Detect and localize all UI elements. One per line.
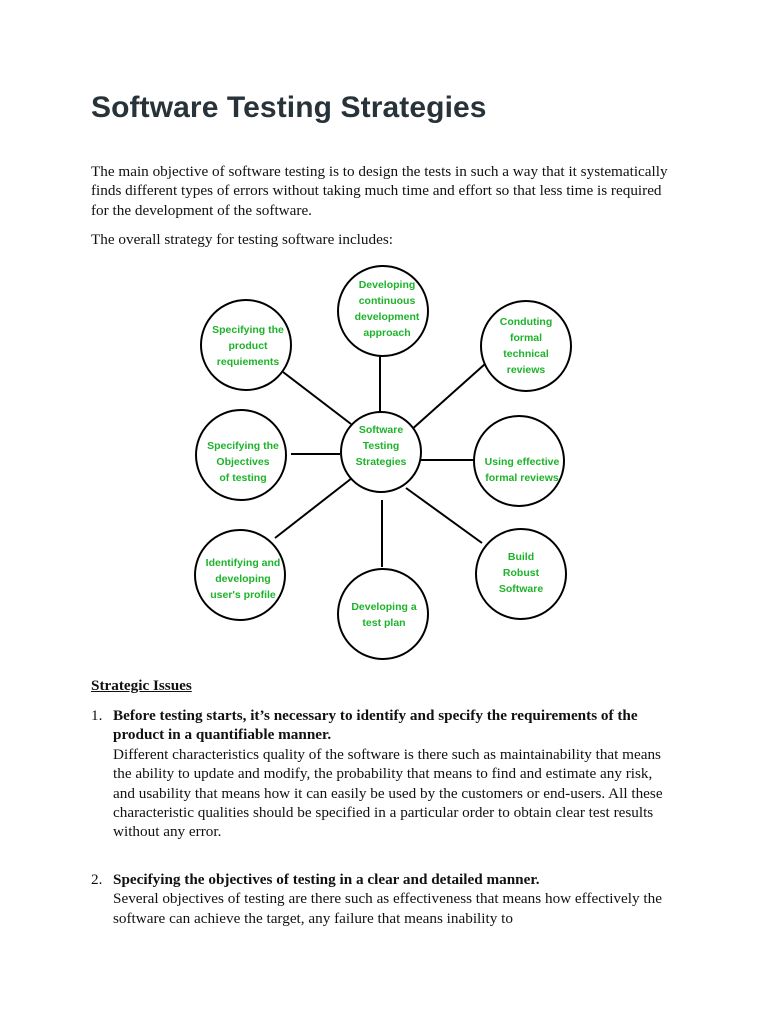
node-label-testing-objectives: Specifying the Objectives of testing — [207, 440, 279, 484]
spoke-bottom-right — [406, 488, 482, 543]
spoke-top-right — [410, 364, 485, 431]
node-label-user-profile: Identifying and developing user's profile — [205, 557, 281, 601]
node-label-effective-reviews: Using effective formal reviews — [484, 456, 560, 484]
strategy-lead-paragraph: The overall strategy for testing software includes: — [91, 231, 393, 248]
center-label: Software Testing Strategies — [355, 424, 407, 468]
item-heading: Before testing starts, it’s necessary to identify and specify the requirements of the product in a quantifiable manner. — [113, 707, 638, 744]
strategic-issues-heading: Strategic Issues — [91, 677, 192, 694]
item-number: 2. — [91, 871, 103, 888]
node-label-test-plan: Developing a test plan — [351, 601, 417, 629]
spoke-top-left — [283, 372, 351, 424]
testing-strategy-diagram — [180, 258, 600, 668]
spoke-bottom-left — [275, 478, 352, 538]
intro-paragraph: The main objective of software testing is to design the tests in such a way that it systematically finds different types of errors without taking much time and effort so that less time is required for the development of the software. — [91, 163, 668, 219]
node-label-robust-software: Build Robust Software — [498, 551, 544, 595]
page-title: Software Testing Strategies — [91, 91, 487, 124]
node-label-technical-reviews: Conduting formal technical reviews — [499, 316, 553, 376]
item-body: Several objectives of testing are there such as effectiveness that means how effectively the software can achieve the target, any failure that means inability to — [113, 890, 662, 927]
node-label-product-requirements: Specifying the product requiements — [212, 324, 284, 368]
item-body: Different characteristics quality of the software is there such as maintainability that means the ability to update and modify, the probability that means to find and estimate any risk, and usability that means how it can easily be used by the customers or end-users. All these characteristic qualities should be specified in a particular order to obtain clear test results without any error. — [113, 745, 663, 841]
item-number: 1. — [91, 707, 103, 724]
item-heading: Specifying the objectives of testing in a clear and detailed manner. — [113, 871, 540, 888]
node-label-continuous-development: Developing continuous development approach — [354, 279, 420, 339]
